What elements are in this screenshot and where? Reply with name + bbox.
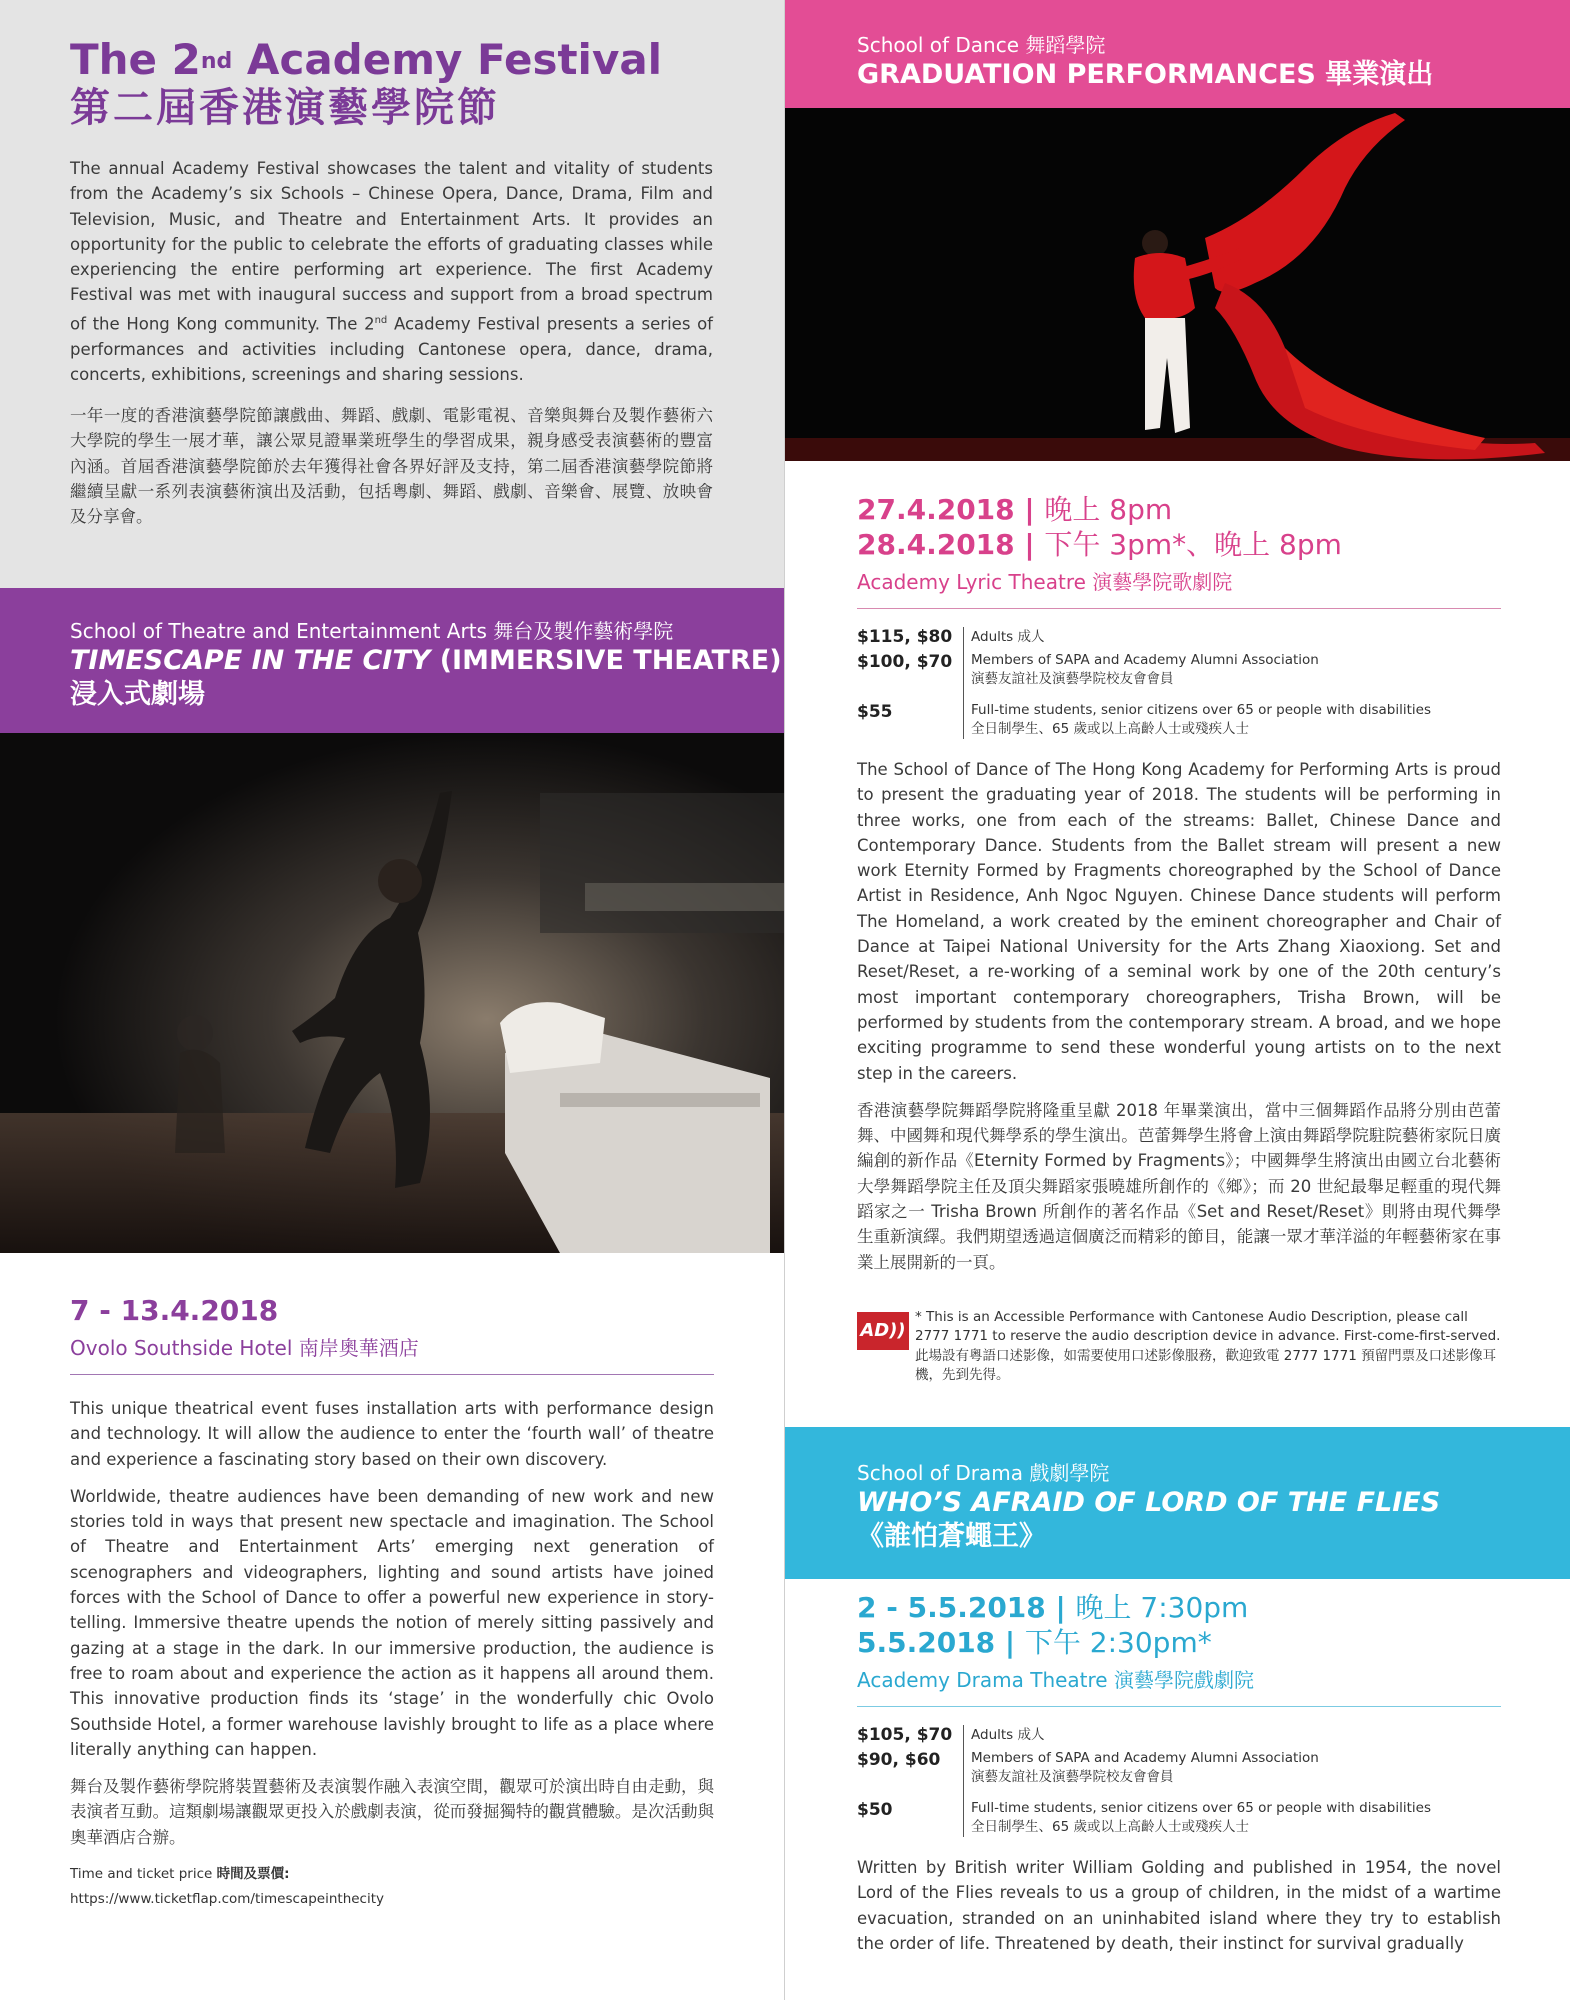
- price-desc-zh: 全日制學生、65 歲或以上高齡人士或殘疾人士: [971, 721, 1249, 737]
- price-separator: [963, 1725, 964, 1837]
- theatre-paragraph: Worldwide, theatre audiences have been demanding of new work and new stories told in ways that present new spectacle and imagination. The School of Theatre and Entertainment Arts’ emerging next generation of scenographers and videographers, lighting and sound artists have joined forces with the School of Dance to offer a powerful new experience in story-telling. Immersive theatre upends the notion of merely sitting passively and gazing at a stage in the dark. In our immersive production, the audience is free to roam about and experience the action as it happens all around them. This innovative production finds its ‘stage’ in the wonderfully chic Ovolo Southside Hotel, a former warehouse lavishly brought to life as a place where literally anything can happen.: [70, 1486, 714, 1759]
- dance-event-info: [857, 492, 1501, 747]
- price-desc: Full-time students, senior citizens over 65 or people with disabilities: [971, 1800, 1431, 1816]
- audio-description-block: [857, 1308, 1501, 1388]
- price-desc: Members of SAPA and Academy Alumni Association: [971, 652, 1319, 668]
- dance-date-1: 27.4.2018 | 晚上 8pm: [857, 493, 1173, 526]
- dance-venue: Academy Lyric Theatre 演藝學院歌劇院: [857, 570, 1233, 594]
- audio-description-icon: AD)): [857, 1312, 909, 1350]
- theatre-event-info: [70, 1293, 714, 1375]
- festival-description-en: The annual Academy Festival showcases the talent and vitality of students from the Academy’s six Schools – Chinese Opera, Dance, Drama, Film and Television, Music, and Theatre and Entertainment Arts. It provides an opportunity for the public to celebrate the efforts of graduating classes while experiencing the entire performing art experience. The first Academy Festival was met with inaugural success and support from a broad spectrum of the Hong Kong community. The 2nd Academy Festival presents a series of performances and activities including Cantonese opera, dance, drama, concerts, exhibitions, screenings and sharing sessions.: [70, 159, 713, 384]
- audio-description-note: [857, 1308, 1501, 1388]
- ad-text-zh: 此場設有粵語口述影像，如需要使用口述影像服務，歡迎致電 2777 1771 預留門票及口述影像耳機，先到先得。: [915, 1348, 1497, 1383]
- price-desc: Members of SAPA and Academy Alumni Association: [971, 1750, 1319, 1766]
- theatre-description: [70, 1396, 714, 1850]
- price-value: $50: [857, 1800, 893, 1820]
- price-value: $115, $80: [857, 627, 953, 647]
- dance-school-name: School of Dance 舞蹈學院: [857, 33, 1106, 57]
- price-separator: [963, 627, 964, 739]
- drama-divider: [857, 1706, 1501, 1707]
- price-desc: Full-time students, senior citizens over 65 or people with disabilities: [971, 702, 1431, 718]
- festival-title-en: The 2nd Academy Festival: [70, 35, 663, 84]
- theatre-ticket-info: [70, 1862, 714, 1912]
- theatre-event-venue: Ovolo Southside Hotel 南岸奧華酒店: [70, 1336, 419, 1360]
- drama-school-name: School of Drama 戲劇學院: [857, 1461, 1110, 1485]
- drama-price-descriptions: [971, 1723, 1431, 1837]
- dance-divider: [857, 608, 1501, 609]
- theatre-paragraph: This unique theatrical event fuses installation arts with performance design and technology. It will allow the audience to enter the ‘fourth wall’ of theatre and experience a fascinating story based on their own discovery.: [70, 1399, 714, 1469]
- price-value: $90, $60: [857, 1750, 941, 1770]
- theatre-event-title-zh: 浸入式劇場: [70, 679, 205, 710]
- theatre-section-header: [0, 588, 785, 733]
- dance-paragraph-zh: 香港演藝學院舞蹈學院將隆重呈獻 2018 年畢業演出，當中三個舞蹈作品將分別由芭蕾舞、中國舞和現代舞學系的學生演出。芭蕾舞學生將會上演由舞蹈學院駐院藝術家阮日廣編創的新作品《Eternity Formed by Fragments》；中國舞學生將演出由國立台北藝術大學舞蹈學院主任及頂尖舞蹈家張曉雄所創作的《鄉》；而 20 世紀最舉足輕重的現代舞蹈家之一 Trisha Brown 所創作的著名作品《Set and Reset/Reset》則將由現代舞學生重新演繹。我們期望透過這個廣泛而精彩的節目，能讓一眾才華洋溢的年輕藝術家在事業上展開新的一頁。: [857, 1100, 1501, 1272]
- dance-event-title: GRADUATION PERFORMANCES 畢業演出: [857, 59, 1434, 90]
- drama-ticket-prices: [857, 1723, 1501, 1845]
- price-desc-zh: 演藝友誼社及演藝學院校友會會員: [971, 671, 1174, 687]
- theatre-event-title: TIMESCAPE IN THE CITY (IMMERSIVE THEATRE): [70, 645, 782, 676]
- price-desc-zh: 全日制學生、65 歲或以上高齡人士或殘疾人士: [971, 1819, 1249, 1835]
- drama-event-title-zh: 《誰怕蒼蠅王》: [857, 1521, 1046, 1552]
- drama-date-2: 5.5.2018 | 下午 2:30pm*: [857, 1626, 1212, 1659]
- dance-price-values: [857, 625, 969, 725]
- drama-paragraph: Written by British writer William Golding and published in 1954, the novel Lord of the Flies reveals to us a group of children, in the midst of a wartime evacuation, stranded on an uninhabited island where they try to establish the order of life. Threatened by death, their instinct for survival gradually: [857, 1858, 1501, 1953]
- festival-title-zh: 第二屆香港演藝學院節: [70, 85, 500, 131]
- drama-section-header: [785, 1427, 1570, 1579]
- dance-ticket-prices: [857, 625, 1501, 747]
- price-value: $55: [857, 702, 893, 722]
- theatre-paragraph-zh: 舞台及製作藝術學院將裝置藝術及表演製作融入表演空間，觀眾可於演出時自由走動，與表演者互動。這類劇場讓觀眾更投入於戲劇表演，從而發掘獨特的觀賞體驗。是次活動與奧華酒店合辦。: [70, 1777, 714, 1847]
- ticket-info-label: Time and ticket price 時間及票價:: [70, 1866, 290, 1882]
- dance-date-2: 28.4.2018 | 下午 3pm*、晚上 8pm: [857, 528, 1342, 561]
- ad-text-en: * This is an Accessible Performance with Cantonese Audio Description, please call 2777 1771 to reserve the audio description device in advance. First-come-first-served.: [915, 1309, 1501, 1344]
- theatre-performance-photo: [0, 733, 785, 1253]
- audio-description-text: [915, 1308, 1501, 1384]
- drama-event-title: WHO’S AFRAID OF LORD OF THE FLIES: [857, 1487, 1441, 1518]
- dance-section-header: [785, 0, 1570, 108]
- festival-intro: [0, 0, 785, 588]
- theatre-school-name: School of Theatre and Entertainment Arts 舞台及製作藝術學院: [70, 619, 674, 643]
- dance-description: [857, 757, 1501, 1275]
- drama-event-info: [857, 1590, 1501, 1845]
- dance-paragraph: The School of Dance of The Hong Kong Academy for Performing Arts is proud to present the graduating year of 2018. The students will be performing in three works, one from each of the streams: Ballet, Chinese Dance and Contemporary Dance. Students from the Ballet stream will present a new work Eternity Formed by Fragments choreographed by the School of Dance Artist in Residence, Anh Ngoc Nguyen. Chinese Dance students will perform The Homeland, a work created by the eminent choreographer and Chair of Dance at Taipei National University for the Arts Zhang Xiaoxiong. Set and Reset/Reset, a re-working of a seminal work by one of the 20th century’s most important contemporary choreographers, Trisha Brown, will be performed by students from the contemporary stream. A broad, and we hope exciting programme to send these wonderful young artists on to the next step in the careers.: [857, 760, 1501, 1083]
- drama-description: [857, 1855, 1501, 1956]
- price-desc-zh: 演藝友誼社及演藝學院校友會會員: [971, 1769, 1174, 1785]
- drama-price-values: [857, 1723, 969, 1823]
- price-value: $100, $70: [857, 652, 953, 672]
- ticket-url-link[interactable]: https://www.ticketflap.com/timescapeinthecity: [70, 1891, 385, 1907]
- drama-venue: Academy Drama Theatre 演藝學院戲劇院: [857, 1668, 1254, 1692]
- festival-description-zh: 一年一度的香港演藝學院節讓戲曲、舞蹈、戲劇、電影電視、音樂與舞台及製作藝術六大學院的學生一展才華，讓公眾見證畢業班學生的學習成果，親身感受表演藝術的豐富內涵。首屆香港演藝學院節於去年獲得社會各界好評及支持，第二屆香港演藝學院節將繼續呈獻一系列表演藝術演出及活動，包括粵劇、舞蹈、戲劇、音樂會、展覽、放映會及分享會。: [70, 406, 713, 527]
- price-value: $105, $70: [857, 1725, 953, 1745]
- theatre-event-date: 7 - 13.4.2018: [70, 1294, 279, 1327]
- price-desc: Adults 成人: [971, 1727, 1045, 1743]
- drama-date-1: 2 - 5.5.2018 | 晚上 7:30pm: [857, 1591, 1249, 1624]
- dance-performance-photo: [785, 108, 1570, 461]
- right-column: [785, 0, 1570, 2000]
- price-desc: Adults 成人: [971, 629, 1045, 645]
- theatre-divider: [70, 1374, 714, 1375]
- dance-price-descriptions: [971, 625, 1431, 739]
